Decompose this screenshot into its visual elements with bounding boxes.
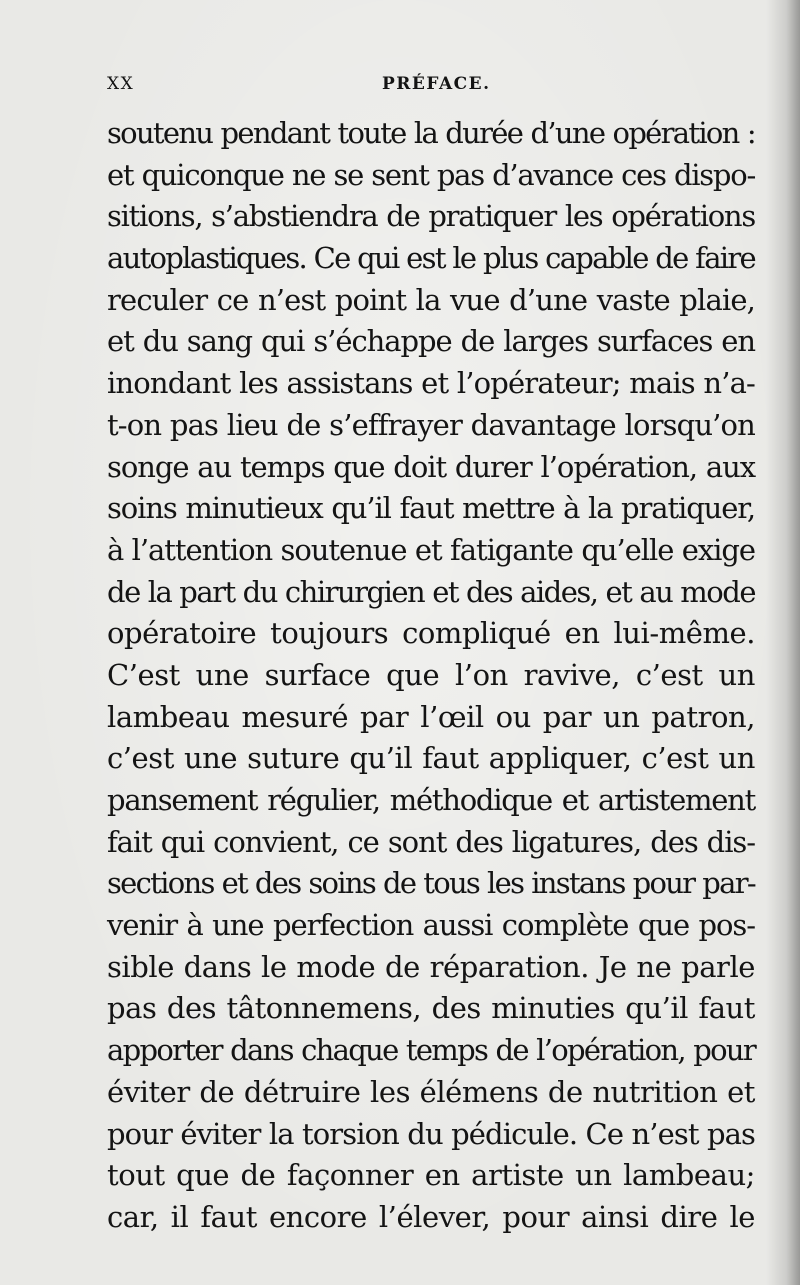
text-line: apporter dans chaque temps de l’opération, pour bbox=[107, 1033, 755, 1068]
page-number: XX bbox=[107, 74, 135, 94]
text-line: de la part du chirurgien et des aides, et au mode bbox=[107, 574, 755, 609]
text-line: reculer ce n’est point la vue d’une vaste plaie, bbox=[107, 282, 755, 317]
text-line: inondant les assistans et l’opérateur; mais n’a- bbox=[107, 366, 755, 401]
text-line: songe au temps que doit durer l’opération, aux bbox=[107, 449, 755, 484]
text-line: C’est une surface que l’on ravive, c’est un bbox=[107, 657, 755, 692]
text-line: c’est une suture qu’il faut appliquer, c’est un bbox=[107, 741, 755, 776]
text-line: sections et des soins de tous les instans pour par- bbox=[107, 866, 755, 901]
text-line: pansement régulier, méthodique et artistement bbox=[107, 783, 755, 817]
text-line: éviter de détruire les élémens de nutrition et bbox=[107, 1074, 755, 1109]
text-line: à l’attention soutenue et fatigante qu’elle exige bbox=[107, 532, 755, 567]
running-title: PRÉFACE. bbox=[382, 74, 491, 94]
text-line: pour éviter la torsion du pédicule. Ce n’est pas bbox=[107, 1116, 755, 1151]
text-line: soins minutieux qu’il faut mettre à la pratiquer, bbox=[107, 491, 755, 526]
text-line: car, il faut encore l’élever, pour ainsi dire le bbox=[107, 1199, 755, 1234]
text-line: et quiconque ne se sent pas d’avance ces dispo- bbox=[107, 157, 755, 192]
text-line: tout que de façonner en artiste un lambeau; bbox=[107, 1158, 755, 1193]
text-line: sible dans le mode de réparation. Je ne parle bbox=[107, 949, 755, 984]
text-line: venir à une perfection aussi complète que pos- bbox=[107, 908, 755, 943]
text-line: autoplastiques. Ce qui est le plus capable de faire bbox=[107, 241, 755, 276]
text-line: soutenu pendant toute la durée d’une opération : bbox=[107, 116, 755, 150]
text-line: sitions, s’abstiendra de pratiquer les opérations bbox=[107, 199, 755, 234]
text-line: lambeau mesuré par l’œil ou par un patron, bbox=[107, 699, 755, 734]
page-header bbox=[107, 74, 747, 100]
page-edge-shadow bbox=[766, 0, 800, 1285]
text-line: t-on pas lieu de s’effrayer davantage lorsqu’on bbox=[107, 407, 755, 442]
text-line: et du sang qui s’échappe de larges surfaces en bbox=[107, 324, 755, 359]
text-line: fait qui convient, ce sont des ligatures, des dis- bbox=[107, 824, 755, 859]
body-text bbox=[107, 113, 755, 1239]
text-line: opératoire toujours compliqué en lui-même. bbox=[107, 616, 755, 651]
text-line: pas des tâtonnemens, des minuties qu’il faut bbox=[107, 991, 755, 1026]
